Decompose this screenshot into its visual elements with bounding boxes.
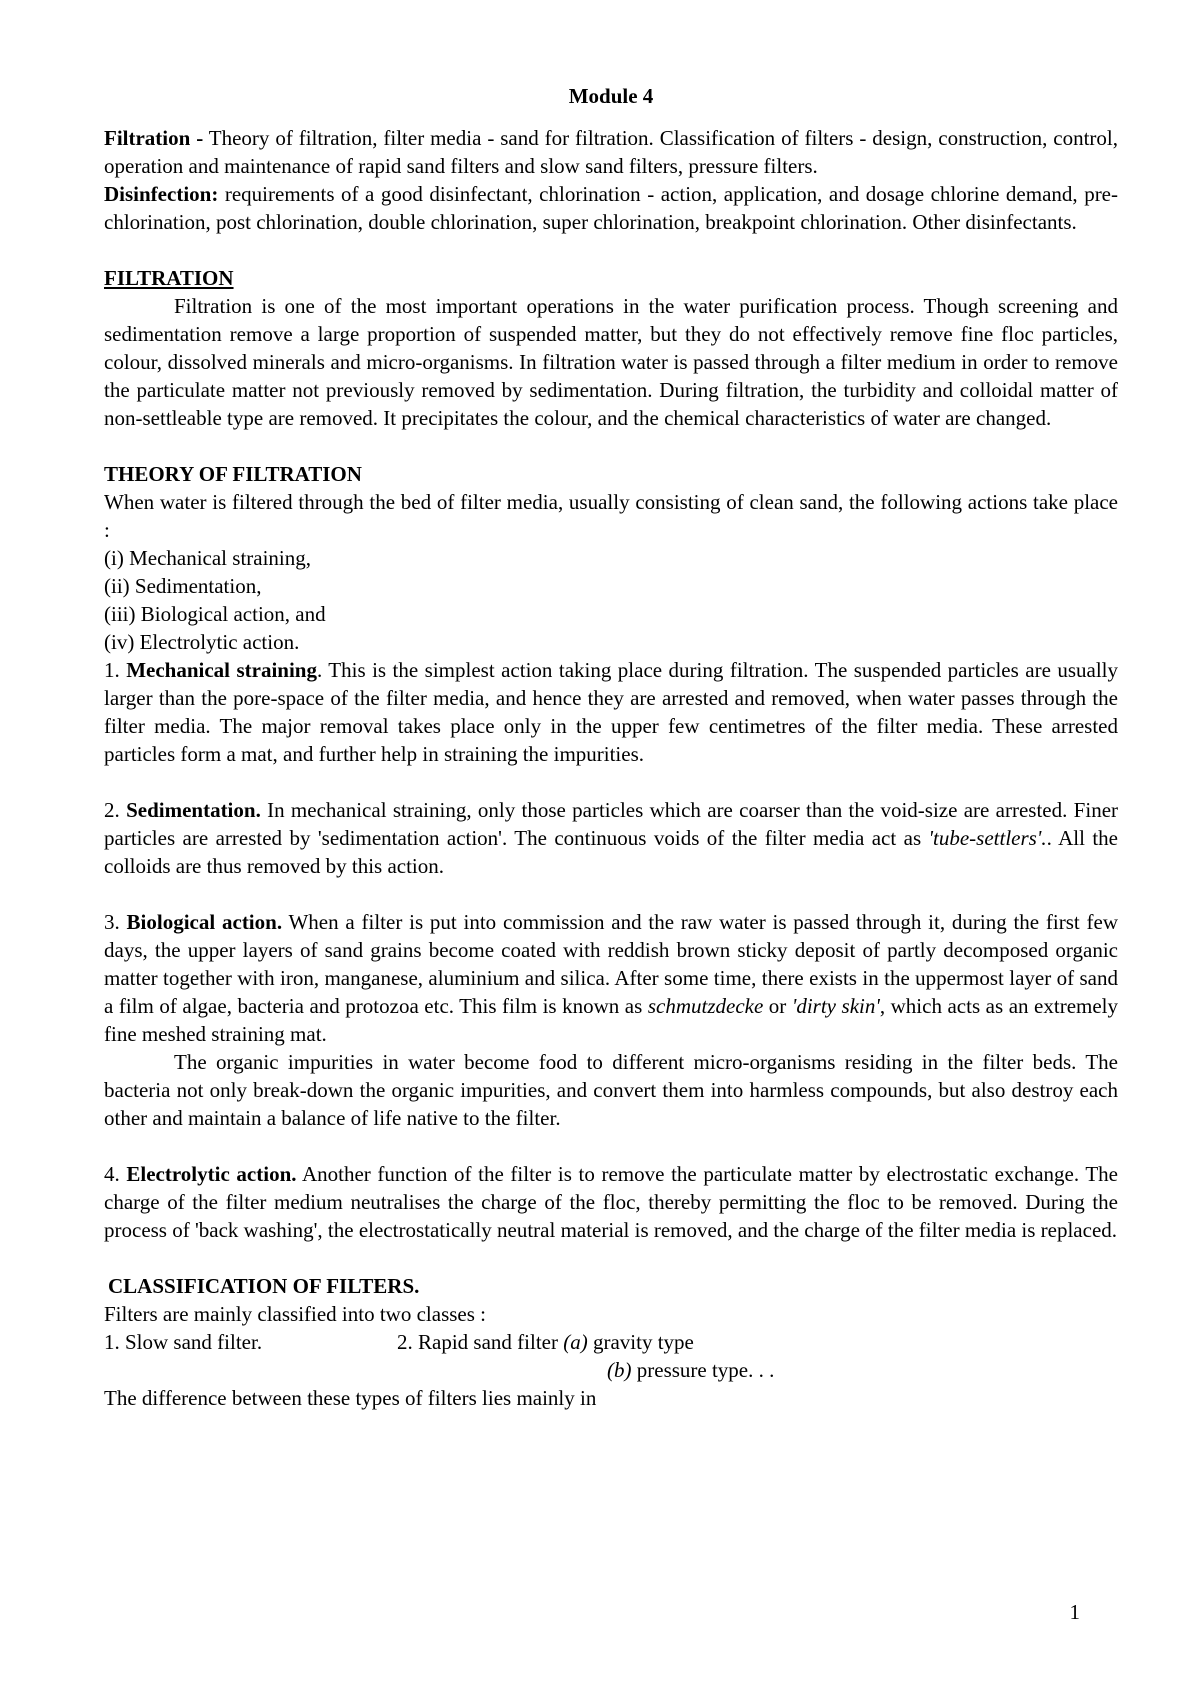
rapid-sand-filter-label: 2. Rapid sand filter bbox=[397, 1330, 564, 1354]
syllabus-filtration-text: Theory of filtration, filter media - sand for filtration. Classification of filters - design, construction, control, operation and maintenance of rapid sand filters and slow sand filters, pressure filters. bbox=[104, 126, 1118, 178]
electrolytic-action-paragraph bbox=[104, 1160, 1118, 1244]
syllabus-disinfection-label: Disinfection: bbox=[104, 182, 219, 206]
classification-intro: Filters are mainly classified into two classes : bbox=[104, 1302, 486, 1326]
classification-heading: CLASSIFICATION OF FILTERS. bbox=[108, 1274, 420, 1298]
syllabus-filtration bbox=[104, 124, 1118, 180]
rapid-sand-filter-item bbox=[397, 1328, 694, 1356]
theory-heading: THEORY OF FILTRATION bbox=[104, 462, 362, 486]
gravity-type-marker: (a) bbox=[563, 1330, 588, 1354]
filter-classes-row bbox=[104, 1328, 1118, 1356]
gravity-type-text: gravity type bbox=[587, 1330, 694, 1354]
page-number: 1 bbox=[1069, 1600, 1080, 1624]
spacer bbox=[104, 236, 1118, 264]
spacer bbox=[104, 880, 1118, 908]
electrolytic-action-label: Electrolytic action. bbox=[126, 1162, 297, 1186]
sedimentation-paragraph bbox=[104, 796, 1118, 880]
spacer bbox=[104, 1132, 1118, 1160]
sedimentation-text-b: . All the colloids are thus removed by this action. bbox=[104, 826, 1118, 878]
spacer bbox=[104, 432, 1118, 460]
spacer bbox=[104, 1244, 1118, 1272]
mechanical-straining-paragraph bbox=[104, 656, 1118, 768]
syllabus-filtration-label: Filtration - bbox=[104, 126, 204, 150]
mechanical-straining-text: . This is the simplest action taking place during filtration. The suspended particles are usually larger than the pore-space of the filter media, and hence they are arrested and removed, when water passes through the filter media. The major removal takes place only in the upper few centimetres of the filter media. These arrested particles form a mat, and further help in straining the impurities. bbox=[104, 658, 1118, 766]
action-item: (iii) Biological action, and bbox=[104, 602, 326, 626]
syllabus-disinfection bbox=[104, 180, 1118, 236]
filtration-heading: FILTRATION bbox=[104, 266, 234, 290]
page-title: Module 4 bbox=[568, 84, 654, 108]
pressure-type-marker: (b) bbox=[607, 1358, 632, 1382]
classification-difference: The difference between these types of filters lies mainly in bbox=[104, 1386, 597, 1410]
syllabus-disinfection-text: requirements of a good disinfectant, chlorination - action, application, and dosage chlorine demand, pre-chlorination, post chlorination, double chlorination, super chlorination, breakpoint chlorination. Other disinfectants. bbox=[104, 182, 1118, 234]
sedimentation-text-a: In mechanical straining, only those particles which are coarser than the void-size are arrested. Finer particles are arrested by 'sedimentation action'. The continuous voids of the filter media act as bbox=[104, 798, 1119, 850]
item-number: 2. bbox=[104, 798, 127, 822]
biological-action-paragraph bbox=[104, 908, 1118, 1048]
item-number: 1. bbox=[104, 658, 127, 682]
biological-text-b: or bbox=[763, 994, 792, 1018]
action-item: (ii) Sedimentation, bbox=[104, 574, 262, 598]
tube-settlers-term: 'tube-settlers'. bbox=[928, 826, 1047, 850]
action-item: (iv) Electrolytic action. bbox=[104, 630, 300, 654]
electrolytic-text: Another function of the filter is to remove the particulate matter by electrostatic exchange. The charge of the filter medium neutralises the charge of the floc, thereby permitting the floc to be removed. During the process of 'back washing', the electrostatically neutral material is removed, and the charge of the filter media is replaced. bbox=[104, 1162, 1119, 1242]
slow-sand-filter-item: 1. Slow sand filter. bbox=[104, 1330, 263, 1354]
biological-action-label: Biological action. bbox=[126, 910, 283, 934]
item-number: 4. bbox=[104, 1162, 127, 1186]
pressure-type-row bbox=[104, 1356, 1118, 1384]
mechanical-straining-label: Mechanical straining bbox=[126, 658, 317, 682]
item-number: 3. bbox=[104, 910, 127, 934]
pressure-type-item bbox=[607, 1356, 774, 1384]
schmutzdecke-term: schmutzdecke bbox=[647, 994, 764, 1018]
action-item: (i) Mechanical straining, bbox=[104, 546, 312, 570]
spacer bbox=[104, 768, 1118, 796]
theory-intro: When water is filtered through the bed of filter media, usually consisting of clean sand, the following actions take place : bbox=[104, 490, 1118, 542]
biological-text-a: When a filter is put into commission and the raw water is passed through it, during the first few days, the upper layers of sand grains become coated with reddish brown sticky deposit of partly decomposed organic matter together with iron, manganese, aluminium and silica. After some time, there exists in the uppermost layer of sand a film of algae, bacteria and protozoa etc. This film is known as bbox=[104, 910, 1119, 1018]
sedimentation-label: Sedimentation. bbox=[126, 798, 261, 822]
filtration-paragraph: Filtration is one of the most important operations in the water purification process. Though screening and sedimentation remove a large proportion of suspended matter, but they do not effectively remove fine floc particles, colour, dissolved minerals and micro-organisms. In filtration water is passed through a filter medium in order to remove the particulate matter not previously removed by sedimentation. During filtration, the turbidity and colloidal matter of non-settleable type are removed. It precipitates the colour, and the chemical characteristics of water are changed. bbox=[104, 294, 1118, 430]
dirty-skin-term: 'dirty skin' bbox=[791, 994, 880, 1018]
biological-text-c: , which acts as an extremely fine meshed straining mat. bbox=[104, 994, 1119, 1046]
pressure-type-text: pressure type. . . bbox=[631, 1358, 775, 1382]
biological-paragraph-2: The organic impurities in water become food to different micro-organisms residing in the filter beds. The bacteria not only break-down the organic impurities, and convert them into harmless compounds, but also destroy each other and maintain a balance of life native to the filter. bbox=[104, 1050, 1118, 1130]
